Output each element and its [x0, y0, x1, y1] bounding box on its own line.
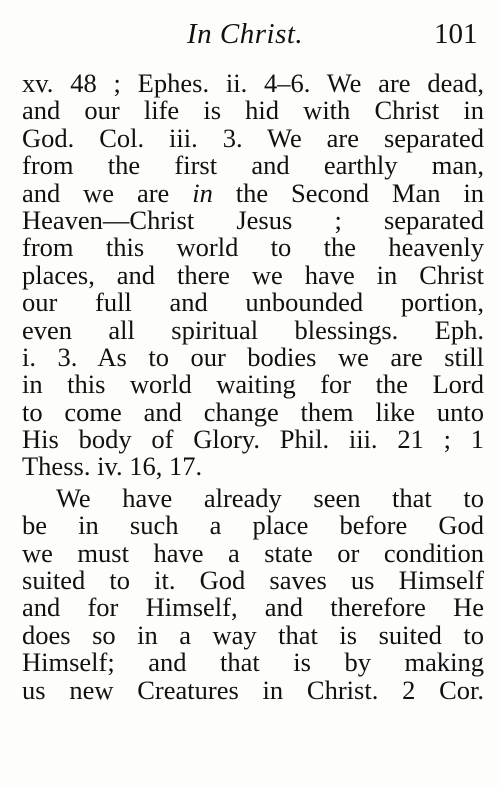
- text-line: Heaven—Christ Jesus ; separated: [22, 204, 484, 235]
- text-line: to come and change them like unto: [22, 396, 484, 427]
- text-line: We have already seen that to: [56, 482, 484, 513]
- text-line: places, and there we have in Christ: [22, 259, 484, 290]
- text-line: from the first and earthly man,: [22, 150, 484, 181]
- paragraph-2: [22, 482, 484, 705]
- page-header: [0, 14, 500, 54]
- body-text: [22, 70, 484, 704]
- text-line: from this world to the heavenly: [22, 232, 484, 263]
- emphasis-in: in: [192, 177, 213, 208]
- text-line-emphasis: [22, 177, 484, 208]
- paragraph-1: [22, 70, 484, 481]
- text-line: His body of Glory. Phil. iii. 21 ; 1: [22, 424, 484, 455]
- text-line: xv. 48 ; Ephes. ii. 4–6. We are dead,: [22, 68, 484, 98]
- text-fragment: the Second Man in: [212, 177, 484, 208]
- page-number: 101: [434, 18, 478, 50]
- text-line: does so in a way that is suited to: [22, 619, 484, 650]
- text-line: we must have a state or condition: [22, 537, 484, 568]
- text-line: and for Himself, and therefore He: [22, 592, 484, 623]
- text-line: Himself; and that is by making: [22, 647, 484, 678]
- text-line: in this world waiting for the Lord: [22, 369, 484, 400]
- running-head: In Christ.: [187, 18, 304, 50]
- text-line: God. Col. iii. 3. We are separated: [22, 122, 484, 153]
- text-line: us new Creatures in Christ. 2 Cor.: [22, 674, 484, 705]
- text-line: our full and unbounded portion,: [22, 287, 484, 318]
- text-line: suited to it. God saves us Himself: [22, 565, 484, 596]
- text-line: even all spiritual blessings. Eph.: [22, 314, 484, 345]
- text-line: i. 3. As to our bodies we are still: [22, 341, 484, 372]
- text-fragment: and we are: [22, 177, 193, 208]
- text-line: and our life is hid with Christ in: [22, 95, 484, 126]
- text-line: Thess. iv. 16, 17.: [22, 451, 203, 482]
- text-line: be in such a place before God: [22, 510, 484, 541]
